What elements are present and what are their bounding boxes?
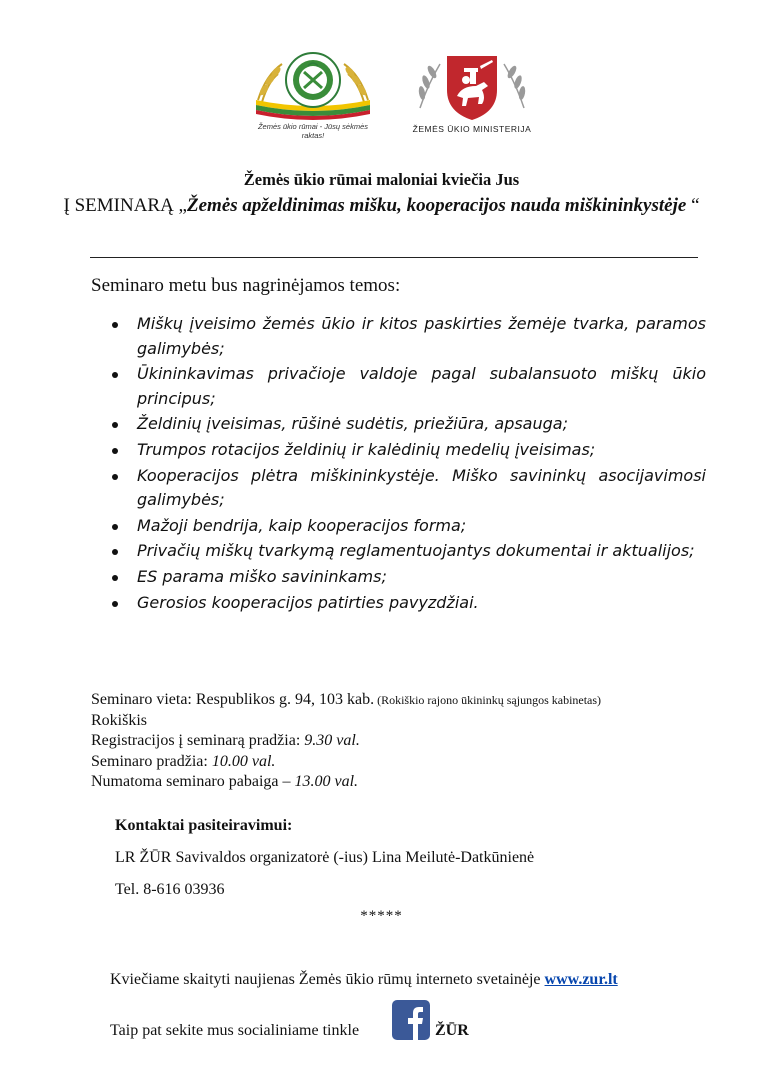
seminar-title-suffix: “ — [686, 195, 700, 216]
end-line — [91, 772, 731, 793]
start-line — [91, 752, 731, 773]
registration-label: Registracijos į seminarą pradžia: — [91, 732, 305, 749]
venue-city: Rokiškis — [91, 711, 148, 729]
list-item: Mažoji bendrija, kaip kooperacijos forma; — [110, 514, 706, 539]
separator-stars: ***** — [360, 908, 403, 924]
seminar-details — [91, 690, 731, 793]
end-label: Numatoma seminaro pabaiga – — [91, 773, 295, 790]
news-line — [110, 971, 618, 989]
heading-divider — [90, 257, 698, 258]
venue-note: (Rokiškio rajono ūkininkų sąjungos kabinetas) — [374, 693, 602, 707]
start-label: Seminaro pradžia: — [91, 752, 212, 770]
list-item: Želdinių įveisimas, rūšinė sudėtis, priežiūra, apsauga; — [110, 412, 706, 437]
contacts-title: Kontaktai pasiteiravimui: — [115, 817, 293, 834]
coat-of-arms-icon — [402, 50, 542, 122]
seminar-title — [0, 194, 763, 218]
list-item: ES parama miško savininkams; — [110, 565, 706, 590]
list-item: Kooperacijos plėtra miškininkystėje. Miško savininkų asocijavimosi galimybės; — [110, 464, 706, 513]
logos-header — [0, 50, 763, 140]
seminar-title-prefix: Į SEMINARĄ „ — [63, 195, 187, 216]
social-text: Taip pat sekite mus socialiniame tinkle — [110, 1022, 360, 1039]
end-time: 13.00 val. — [294, 773, 359, 790]
venue-line — [91, 690, 731, 711]
contact-phone: Tel. 8-616 03936 — [115, 881, 225, 898]
news-text: Kviečiame skaityti naujienas Žemės ūkio rūmų interneto svetainėje — [110, 971, 545, 988]
chamber-emblem-icon — [248, 50, 378, 122]
contacts-block — [115, 817, 534, 913]
seminar-title-name: Žemės apželdinimas mišku, kooperacijos nauda miškininkystėje — [187, 195, 687, 216]
venue-label: Seminaro vieta: — [91, 691, 196, 708]
start-time: 10.00 val. — [211, 752, 276, 770]
venue-address: Respublikos g. 94, 103 kab. — [195, 691, 375, 708]
facebook-icon[interactable] — [392, 1000, 430, 1040]
ministry-of-agriculture-logo — [402, 50, 542, 140]
registration-time: 9.30 val. — [304, 732, 360, 749]
list-item: Miškų įveisimo žemės ūkio ir kitos paskirties žemėje tvarka, paramos galimybės; — [110, 312, 706, 361]
registration-line — [91, 731, 731, 752]
social-brand-name: ŽŪR — [435, 1022, 469, 1039]
invitation-line: Žemės ūkio rūmai maloniai kviečia Jus — [243, 170, 520, 189]
chamber-slogan: Žemės ūkio rūmai - Jūsų sėkmės raktas! — [257, 122, 369, 140]
chamber-of-agriculture-logo — [248, 50, 378, 140]
contact-person: LR ŽŪR Savivaldos organizatorė (-ius) Lina Meilutė-Datkūnienė — [115, 849, 535, 866]
website-link[interactable]: www.zur.lt — [544, 971, 618, 988]
list-item: Privačių miškų tvarkymą reglamentuojantys dokumentai ir aktualijos; — [110, 539, 706, 564]
topics-intro: Seminaro metu bus nagrinėjamos temos: — [91, 275, 401, 296]
ministry-name: ŽEMĖS ŪKIO MINISTERIJA — [412, 124, 532, 134]
list-item: Ūkininkavimas privačioje valdoje pagal subalansuoto miškų ūkio principus; — [110, 362, 706, 411]
list-item: Trumpos rotacijos želdinių ir kalėdinių medelių įveisimas; — [110, 438, 706, 463]
invitation-heading — [0, 170, 763, 218]
list-item: Gerosios kooperacijos patirties pavyzdžiai. — [110, 591, 706, 616]
topics-list — [110, 312, 706, 616]
